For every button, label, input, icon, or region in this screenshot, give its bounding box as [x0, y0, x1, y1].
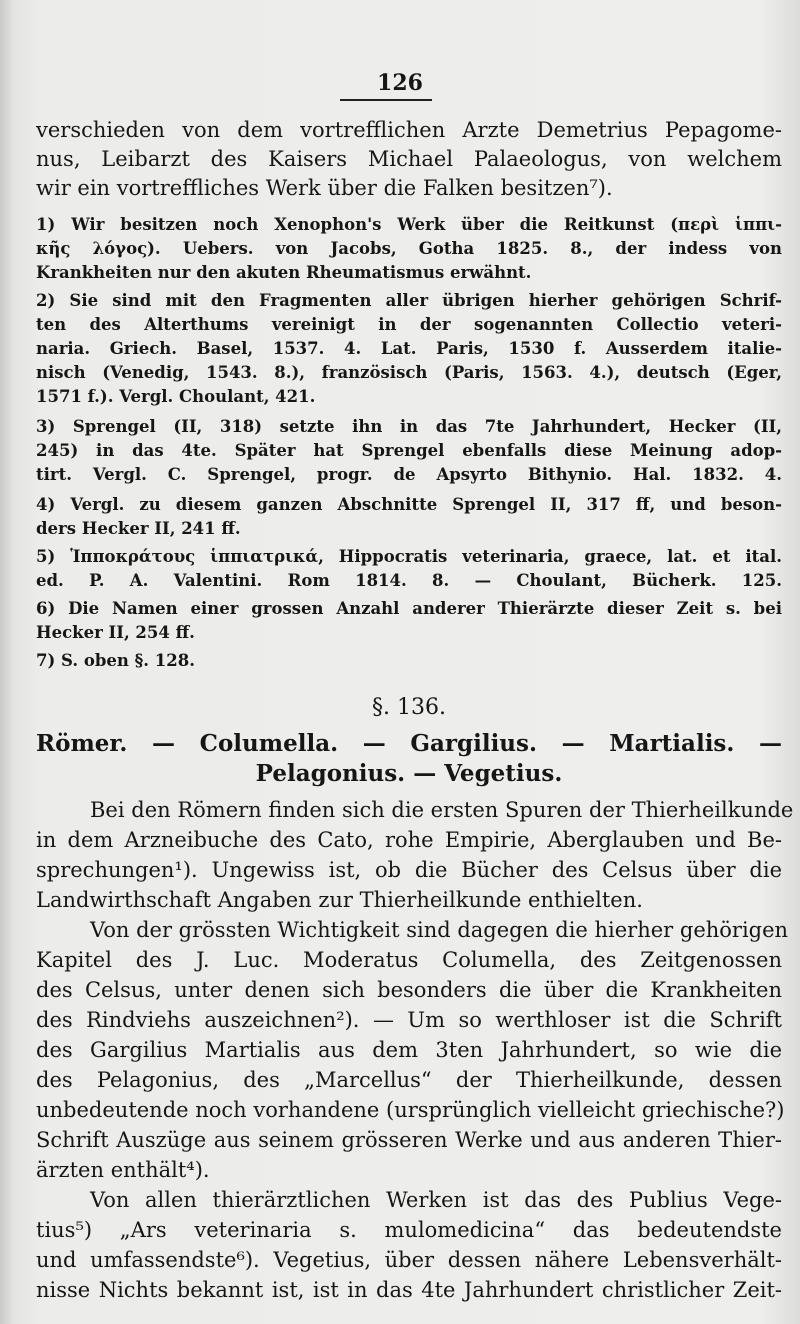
text-line: Von der grössten Wichtigkeit sind dagegen die hierher gehörigen: [90, 918, 789, 942]
footnote-line: 6) Die Namen einer grossen Anzahl anderer Thierärzte dieser Zeit s. bei: [36, 599, 782, 618]
text-line: sprechungen¹). Ungewiss ist, ob die Bücher des Celsus über die: [36, 858, 782, 882]
text-line: ärzten enthält⁴).: [36, 1158, 210, 1182]
footnote-line: κῆς λόγος). Uebers. von Jacobs, Gotha 1825. 8., der indess von: [36, 239, 782, 258]
text-line: nus, Leibarzt des Kaisers Michael Palaeologus, von welchem: [36, 147, 782, 171]
text-line: nisse Nichts bekannt ist, ist in das 4te Jahrhundert christlicher Zeit-: [36, 1278, 782, 1302]
footnote-line: 1) Wir besitzen noch Xenophon's Werk über die Reitkunst (περὶ ἱππι-: [36, 215, 782, 234]
header-rule: [340, 99, 432, 101]
text-line: Von allen thierärztlichen Werken ist das des Publius Vege-: [90, 1188, 782, 1212]
text-line: des Celsus, unter denen sich besonders die über die Krankheiten: [36, 978, 782, 1002]
text-line: des Pelagonius, des „Marcellus“ der Thierheilkunde, dessen: [36, 1068, 782, 1092]
text-line: wir ein vortreffliches Werk über die Falken besitzen⁷).: [36, 176, 613, 200]
text-line: unbedeutende noch vorhandene (ursprünglich vielleicht griechische?): [36, 1098, 785, 1122]
text-line: des Gargilius Martialis aus dem 3ten Jahrhundert, so wie die: [36, 1038, 782, 1062]
text-line: des Rindviehs auszeichnen²). — Um so werthloser ist die Schrift: [36, 1008, 782, 1032]
text-line: Schrift Auszüge aus seinem grösseren Werke und aus anderen Thier-: [36, 1128, 782, 1152]
footnote-line: ed. P. A. Valentini. Rom 1814. 8. — Choulant, Bücherk. 125.: [36, 571, 782, 590]
footnote-line: 5) Ἱπποκράτους ἱππιατρικά, Hippocratis veterinaria, graece, lat. et ital.: [36, 547, 782, 566]
text-line: tius⁵) „Ars veterinaria s. mulomedicina“ das bedeutendste: [36, 1218, 782, 1242]
footnote-line: naria. Griech. Basel, 1537. 4. Lat. Paris, 1530 f. Ausserdem italie-: [36, 339, 782, 358]
section-heading: Pelagonius. — Vegetius.: [255, 760, 563, 787]
text-line: in dem Arzneibuche des Cato, rohe Empirie, Aberglauben und Be-: [36, 828, 782, 852]
text-line: Kapitel des J. Luc. Moderatus Columella, des Zeitgenossen: [36, 948, 782, 972]
footnote-line: tirt. Vergl. C. Sprengel, progr. de Apsyrto Bithynio. Hal. 1832. 4.: [36, 465, 782, 484]
text-line: und umfassendste⁶). Vegetius, über dessen nähere Lebensverhält-: [36, 1248, 782, 1272]
footnote-line: Krankheiten nur den akuten Rheumatismus erwähnt.: [36, 263, 532, 282]
text-line: verschieden von dem vortrefflichen Arzte Demetrius Pepagome-: [36, 118, 782, 142]
footnote-line: 2) Sie sind mit den Fragmenten aller übrigen hierher gehörigen Schrif-: [36, 291, 782, 310]
section-number: §. 136.: [372, 695, 446, 720]
footnote-line: Hecker II, 254 ff.: [36, 623, 195, 642]
section-heading: Römer. — Columella. — Gargilius. — Martialis. —: [36, 730, 782, 757]
footnote-line: 3) Sprengel (II, 318) setzte ihn in das 7te Jahrhundert, Hecker (II,: [36, 417, 782, 436]
footnote-line: 1571 f.). Vergl. Choulant, 421.: [36, 387, 316, 406]
footnote-line: 245) in das 4te. Später hat Sprengel ebenfalls diese Meinung adop-: [36, 441, 782, 460]
page-number: 126: [377, 70, 423, 96]
footnote-line: ten des Alterthums vereinigt in der sogenannten Collectio veteri-: [36, 315, 782, 334]
text-line: Bei den Römern finden sich die ersten Spuren der Thierheilkunde: [90, 798, 794, 822]
footnote-line: nisch (Venedig, 1543. 8.), französisch (Paris, 1563. 4.), deutsch (Eger,: [36, 363, 782, 382]
footnote-line: 4) Vergl. zu diesem ganzen Abschnitte Sprengel II, 317 ff, und beson-: [36, 495, 782, 514]
footnote-line: 7) S. oben §. 128.: [36, 651, 195, 670]
footnote-line: ders Hecker II, 241 ff.: [36, 519, 241, 538]
text-line: Landwirthschaft Angaben zur Thierheilkunde enthielten.: [36, 888, 643, 912]
